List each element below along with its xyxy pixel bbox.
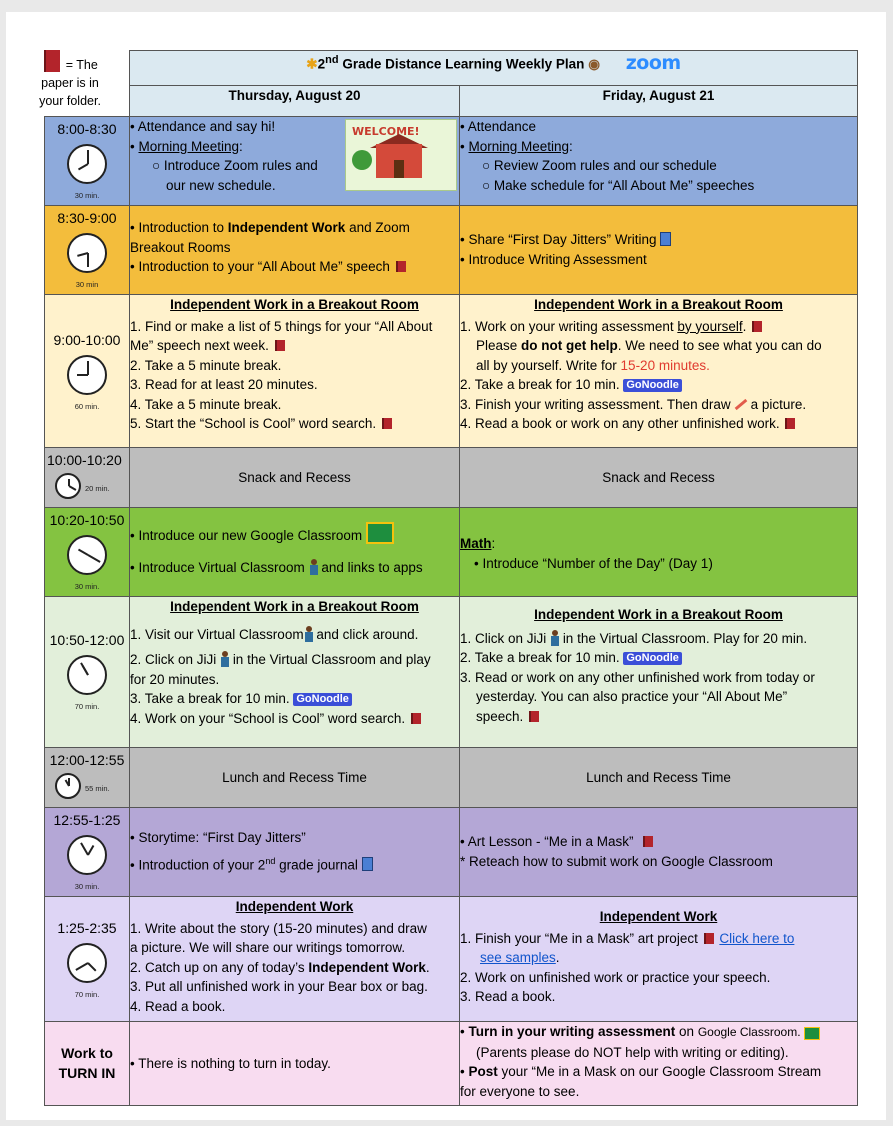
clock-icon — [67, 233, 107, 273]
row-turn-in — [45, 1022, 858, 1106]
clock-icon — [67, 144, 107, 184]
folder-book-icon — [785, 418, 795, 429]
welcome-school-image: WELCOME! — [345, 119, 457, 191]
turn-in-label: Work to TURN IN — [45, 1022, 130, 1106]
thu-lunch-recess: Lunch and Recess Time — [130, 748, 460, 808]
fri-lunch-recess: Lunch and Recess Time — [460, 748, 858, 808]
samples-link[interactable]: Click here to — [719, 930, 795, 946]
row-8-30 — [45, 206, 858, 295]
teacher-avatar-icon — [309, 559, 318, 575]
zoom-logo: zoom — [625, 51, 681, 74]
weekly-plan-table — [44, 50, 858, 1106]
time-cell: 9:00-10:00 60 min. — [45, 295, 130, 448]
row-12-00 — [45, 748, 858, 808]
row-9-00 — [45, 295, 858, 448]
gonoodle-logo: GoNoodle — [623, 379, 682, 392]
folder-book-icon — [643, 836, 653, 847]
clock-icon — [67, 355, 107, 395]
thu-10-50-cell: Independent Work in a Breakout Room 1. Visit our Virtual Classroom and click around. 2. Click on JiJi in the Virtual Classroom and play for 20 minutes. 3. Take a break for 10 min. GoNoodle 4. Work on your “School is Cool” word search. — [130, 597, 460, 748]
time-cell: 10:20-10:50 30 min. — [45, 508, 130, 597]
legend-line-1: = The — [65, 58, 98, 72]
clock-icon — [67, 535, 107, 575]
clock-icon — [55, 773, 81, 799]
plan-title: ✱2nd Grade Distance Learning Weekly Plan ◉ zoom — [130, 51, 858, 86]
friday-header: Friday, August 21 — [460, 86, 858, 117]
time-cell: 10:00-10:20 20 min. — [45, 448, 130, 508]
time-cell: 10:50-12:00 70 min. — [45, 597, 130, 748]
legend-line-3: your folder. — [39, 94, 101, 108]
fri-1-25-cell: Independent Work 1. Finish your “Me in a Mask” art project Click here to see samples. 2. Work on unfinished work or practice your speech. 3. Read a book. — [460, 897, 858, 1022]
day-header-row — [45, 86, 858, 117]
fri-8-00-cell: • Attendance • Morning Meeting: ○ Review Zoom rules and our schedule ○ Make schedule for “All About Me” speeches — [460, 117, 858, 206]
jiji-penguin-icon — [550, 630, 559, 646]
clock-icon — [55, 473, 81, 499]
row-12-55 — [45, 808, 858, 897]
thu-1-25-cell: Independent Work 1. Write about the story (15-20 minutes) and draw a picture. We will share our writings tomorrow. 2. Catch up on any of today’s Independent Work. 3. Put all unfinished work in your Bear box or bag. 4. Read a book. — [130, 897, 460, 1022]
fri-turn-in-cell: • Turn in your writing assessment on Google Classroom. (Parents please do NOT help with writing or editing). • Post your “Me in a Mask on our Google Classroom Stream for everyone to see. — [460, 1022, 858, 1106]
clock-icon — [67, 943, 107, 983]
teacher-avatar-icon — [304, 626, 313, 642]
google-classroom-icon — [366, 522, 394, 544]
fri-12-55-cell: • Art Lesson - “Me in a Mask” * Reteach how to submit work on Google Classroom — [460, 808, 858, 897]
pencil-icon — [734, 398, 747, 409]
star-icon: ✱ — [306, 56, 318, 72]
time-cell: 12:55-1:25 30 min. — [45, 808, 130, 897]
folder-book-icon — [704, 933, 714, 944]
thu-8-00-cell: WELCOME! • Attendance and say hi! • Morning Meeting: ○ Introduce Zoom rules and our new schedule. — [130, 117, 460, 206]
gonoodle-logo: GoNoodle — [293, 693, 352, 706]
owl-icon: ◉ — [588, 56, 600, 72]
document-page — [6, 12, 886, 1120]
thu-snack-recess: Snack and Recess — [130, 448, 460, 508]
folder-book-icon — [411, 713, 421, 724]
time-cell: 1:25-2:35 70 min. — [45, 897, 130, 1022]
thu-turn-in-cell: • There is nothing to turn in today. — [130, 1022, 460, 1106]
journal-icon — [362, 857, 373, 871]
thu-10-20-cell: • Introduce our new Google Classroom • Introduce Virtual Classroom and links to apps — [130, 508, 460, 597]
jiji-penguin-icon — [220, 651, 229, 667]
row-10-20 — [45, 508, 858, 597]
title-row — [45, 51, 858, 86]
thu-12-55-cell: • Storytime: “First Day Jitters” • Introduction of your 2nd grade journal — [130, 808, 460, 897]
folder-book-icon — [396, 261, 406, 272]
row-10-50 — [45, 597, 858, 748]
google-classroom-icon — [804, 1027, 820, 1040]
fri-9-00-cell: Independent Work in a Breakout Room 1. Work on your writing assessment by yourself. Please do not get help. We need to see what you can do all by yourself. Write for 15-20 minutes. 2. Take a break for 10 min. GoNoodle 3. Finish your writing assessment. Then draw a picture. 4. Read a book or work on any other unfinished work. — [460, 295, 858, 448]
time-cell: 8:00-8:30 30 min. — [45, 117, 130, 206]
folder-book-icon — [382, 418, 392, 429]
folder-book-icon — [529, 711, 539, 722]
clock-icon — [67, 655, 107, 695]
row-10-00 — [45, 448, 858, 508]
fri-10-20-cell: Math: • Introduce “Number of the Day” (Day 1) — [460, 508, 858, 597]
notebook-icon — [660, 232, 671, 246]
clock-icon — [67, 835, 107, 875]
row-1-25 — [45, 897, 858, 1022]
thursday-header: Thursday, August 20 — [130, 86, 460, 117]
row-8-00 — [45, 117, 858, 206]
legend-line-2: paper is in — [41, 76, 99, 90]
time-cell: 8:30-9:00 30 min — [45, 206, 130, 295]
time-cell: 12:00-12:55 55 min. — [45, 748, 130, 808]
thu-9-00-cell: Independent Work in a Breakout Room 1. Find or make a list of 5 things for your “All About Me” speech next week. 2. Take a 5 minute break. 3. Read for at least 20 minutes. 4. Take a 5 minute break. 5. Start the “School is Cool” word search. — [130, 295, 460, 448]
fri-10-50-cell: Independent Work in a Breakout Room 1. Click on JiJi in the Virtual Classroom. Play for 20 min. 2. Take a break for 10 min. GoNoodle 3. Read or work on any other unfinished work from today or yesterday. You can also practice your “All About Me” speech. — [460, 597, 858, 748]
gonoodle-logo: GoNoodle — [623, 652, 682, 665]
folder-book-icon — [752, 321, 762, 332]
samples-link-continued[interactable]: see samples — [480, 950, 556, 965]
fri-8-30-cell: • Share “First Day Jitters” Writing • Introduce Writing Assessment — [460, 206, 858, 295]
folder-book-icon — [275, 340, 285, 351]
fri-snack-recess: Snack and Recess — [460, 448, 858, 508]
thu-8-30-cell: • Introduction to Independent Work and Zoom Breakout Rooms • Introduction to your “All About Me” speech — [130, 206, 460, 295]
